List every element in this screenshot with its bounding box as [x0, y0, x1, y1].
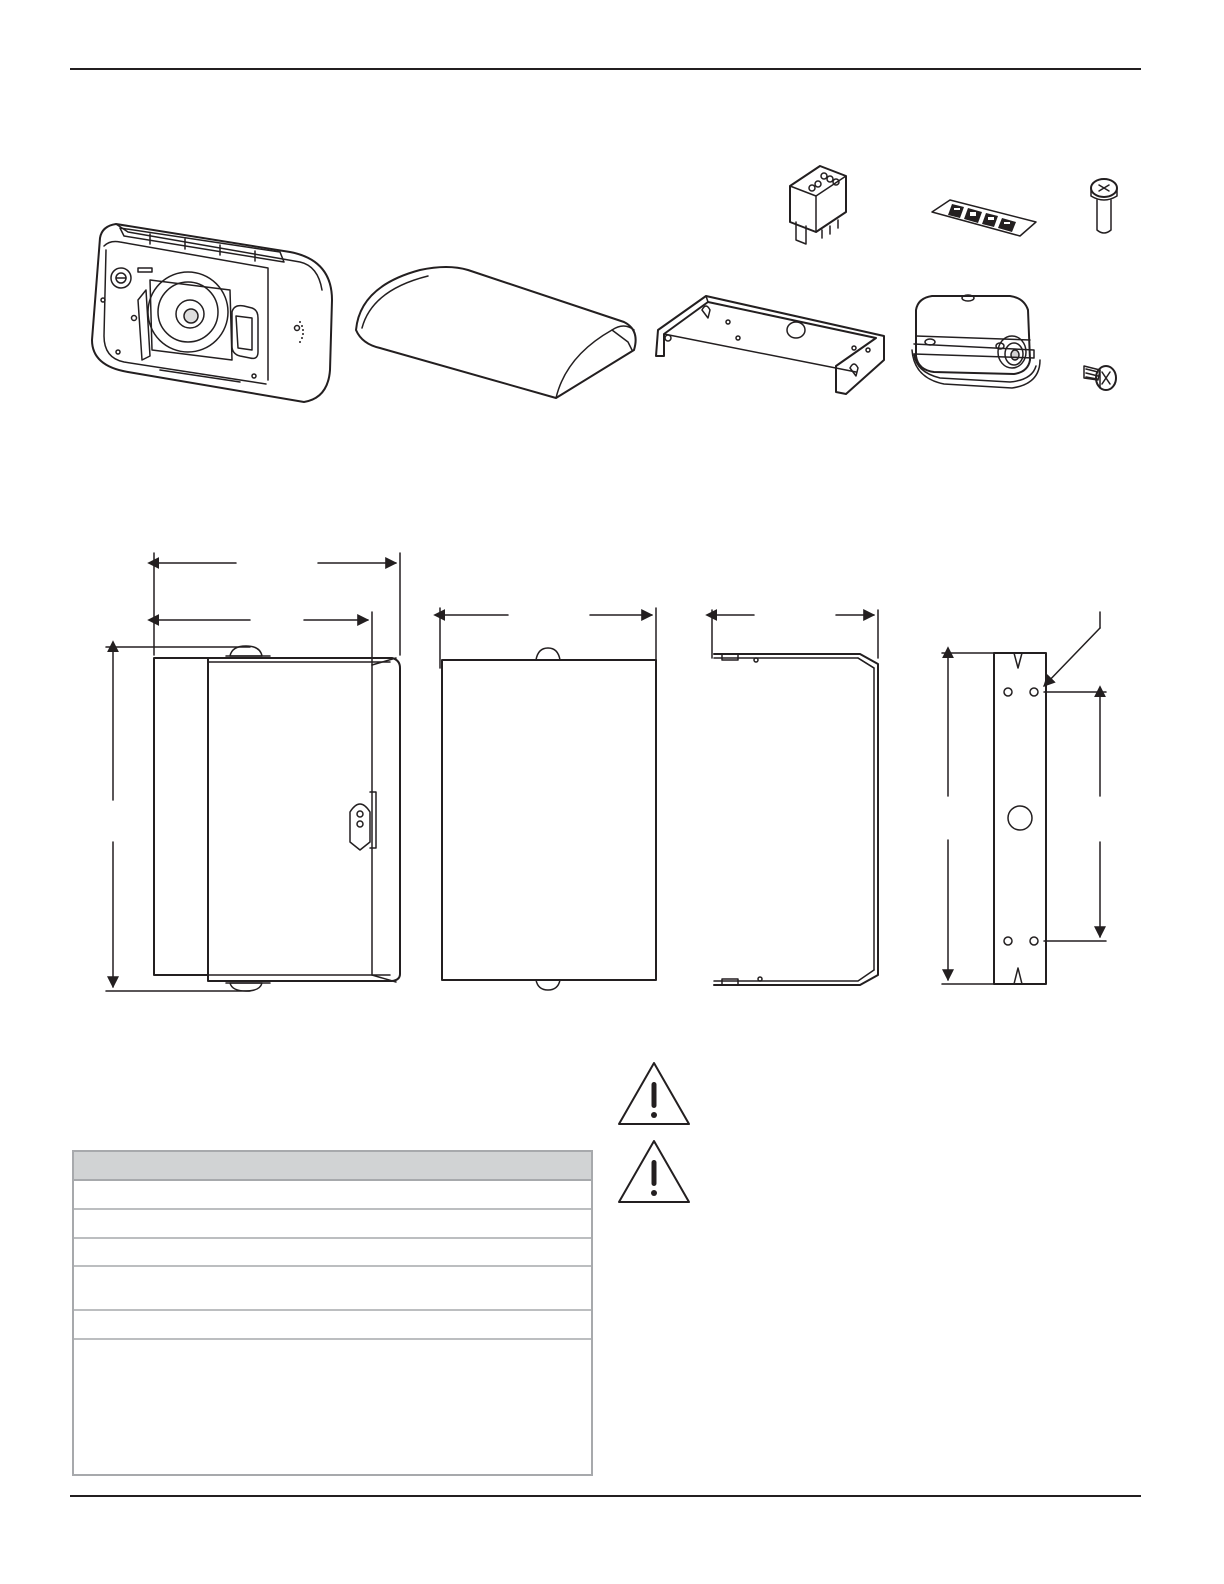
table-row	[74, 1267, 591, 1311]
table-row	[74, 1181, 591, 1210]
front-view	[440, 608, 656, 990]
logo-badge-icon	[932, 200, 1036, 236]
bracket-top-view	[712, 610, 878, 985]
junction-box-icon	[912, 295, 1040, 388]
warning-triangle-icon	[616, 1060, 692, 1128]
bracket-icon	[656, 296, 884, 394]
spec-table-header	[74, 1152, 591, 1181]
warning-triangle-icon	[616, 1138, 692, 1206]
table-row	[74, 1311, 591, 1340]
short-screw-icon	[1084, 366, 1116, 390]
speaker-icon	[92, 224, 332, 402]
table-row	[74, 1239, 591, 1267]
footer-rule	[70, 1495, 1141, 1497]
spec-table	[72, 1150, 593, 1476]
cover-icon	[356, 267, 636, 398]
connector-icon	[790, 166, 846, 244]
table-row	[74, 1210, 591, 1239]
bracket-front-view	[942, 612, 1106, 984]
side-view	[106, 553, 400, 991]
screw-icon	[1091, 179, 1117, 233]
